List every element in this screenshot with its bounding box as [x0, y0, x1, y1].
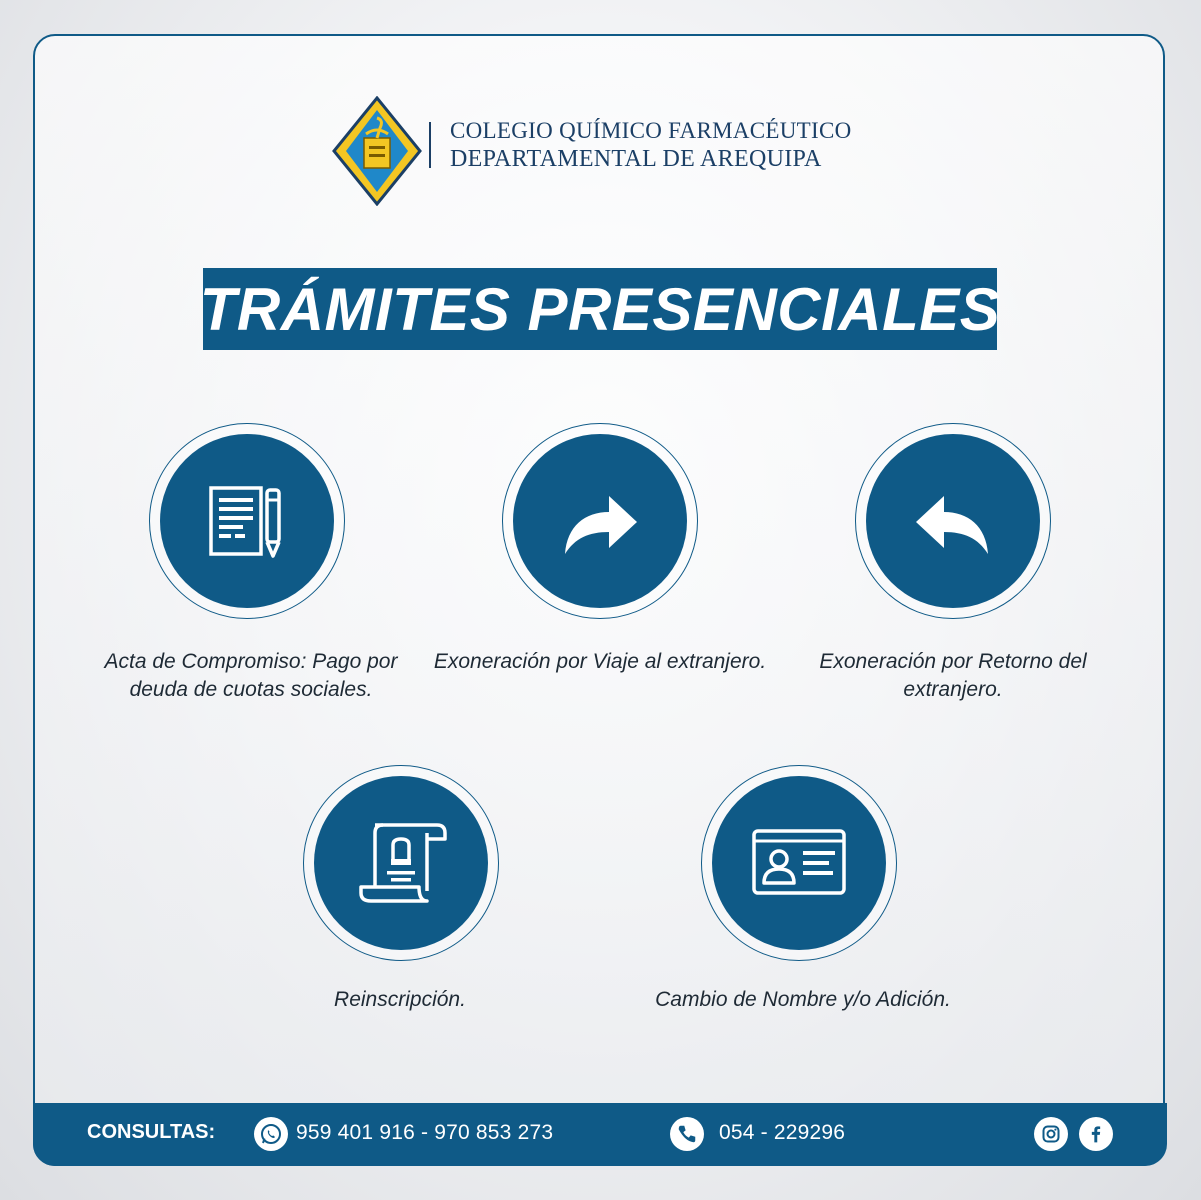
forward-arrow-icon [555, 476, 645, 566]
phone-number[interactable]: 054 - 229296 [719, 1121, 846, 1144]
icon-ring [855, 423, 1051, 619]
id-card-icon [749, 813, 849, 913]
facebook-icon[interactable] [1079, 1117, 1113, 1151]
whatsapp-numbers[interactable]: 959 401 916 - 970 853 273 [296, 1121, 554, 1144]
consultas-label: CONSULTAS: [87, 1121, 216, 1143]
icon-ring [303, 765, 499, 961]
phone-icon[interactable] [670, 1117, 704, 1151]
instagram-icon[interactable] [1034, 1117, 1068, 1151]
college-name-line1: COLEGIO QUÍMICO FARMACÉUTICO [450, 118, 852, 143]
college-name-line2: DEPARTAMENTAL DE AREQUIPA [450, 146, 822, 172]
service-label-reinscripcion: Reinscripción. [334, 988, 466, 1011]
service-label-acta-compromiso: Acta de Compromiso: Pago por deuda de cuotas sociales. [104, 650, 398, 701]
icon-disc [866, 434, 1040, 608]
whatsapp-icon[interactable] [254, 1117, 288, 1151]
college-logo [332, 96, 422, 206]
header [332, 96, 872, 206]
title-banner [199, 268, 1001, 350]
service-label-retorno-extranjero: Exoneración por Retorno del extranjero. [819, 650, 1087, 701]
service-label-cambio-nombre: Cambio de Nombre y/o Adición. [655, 988, 951, 1011]
footer-bar [33, 1103, 1167, 1166]
service-label-viaje-extranjero: Exoneración por Viaje al extranjero. [433, 650, 767, 673]
icon-ring [701, 765, 897, 961]
page-title: TRÁMITES PRESENCIALES [199, 275, 1001, 343]
header-divider [429, 122, 431, 168]
icon-disc [712, 776, 886, 950]
icon-ring [149, 423, 345, 619]
icon-ring [502, 423, 698, 619]
icon-disc [513, 434, 687, 608]
return-arrow-icon [908, 476, 998, 566]
icon-disc [160, 434, 334, 608]
document-pen-icon [202, 476, 292, 566]
icon-disc [314, 776, 488, 950]
certificate-scroll-icon [353, 815, 449, 911]
